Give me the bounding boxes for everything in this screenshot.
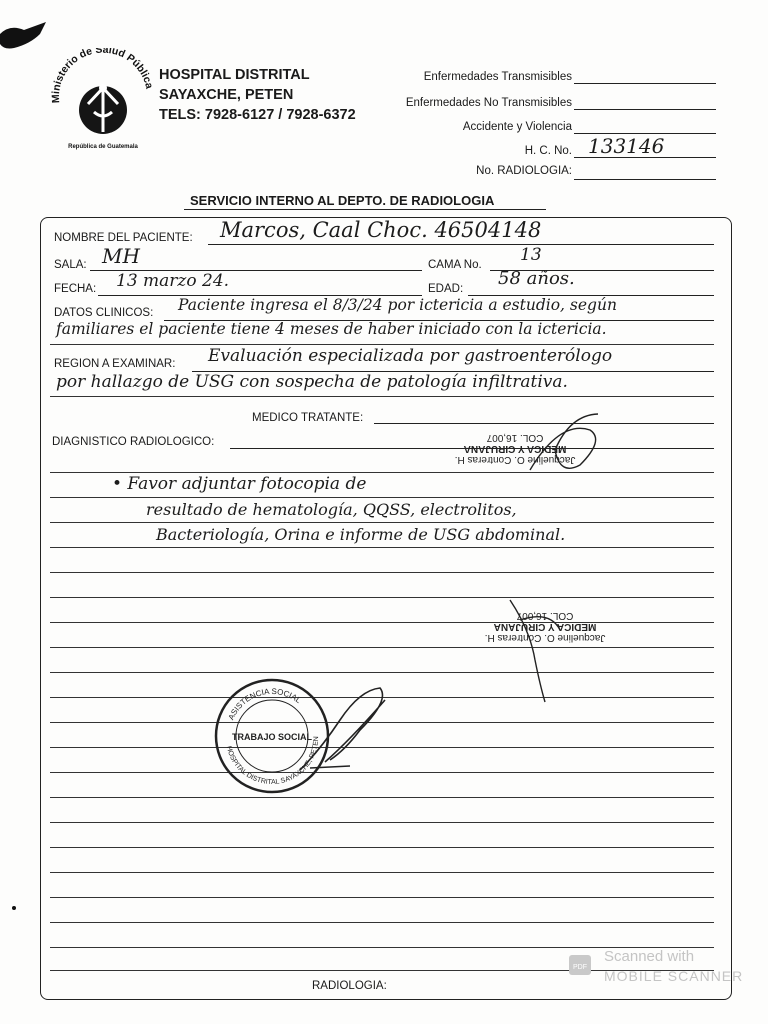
hc-label: H. C. No.	[524, 145, 572, 157]
edad-value: 58 años.	[498, 268, 575, 289]
hospital-name: HOSPITAL DISTRITAL	[159, 67, 310, 83]
doctor-signature	[520, 410, 610, 480]
social-signature	[290, 680, 400, 780]
social-stamp-ring-bottom: HOSPITAL DISTRITAL SAYAXCHE, PETEN	[224, 736, 321, 787]
form-title: SERVICIO INTERNO AL DEPTO. DE RADIOLOGIA	[190, 193, 495, 208]
ruled-line	[50, 472, 714, 473]
ruled-line	[50, 497, 714, 498]
ruled-line	[50, 672, 714, 673]
ruled-line	[50, 872, 714, 873]
scan-speck	[0, 22, 50, 52]
ruled-line	[50, 922, 714, 923]
watermark-line-1: Scanned with	[604, 948, 695, 965]
datos-label: DATOS CLINICOS:	[54, 307, 154, 319]
ruled-line	[50, 822, 714, 823]
datos-value-1: Paciente ingresa el 8/3/24 por ictericia a estudio, según	[178, 296, 617, 314]
hospital-location: SAYAXCHE, PETEN	[159, 87, 294, 103]
radiologia-no-line	[574, 179, 716, 180]
ruled-line	[50, 647, 714, 648]
no-transmisibles-label: Enfermedades No Transmisibles	[405, 97, 572, 109]
doctor-signature-2	[490, 590, 570, 710]
cama-value: 13	[520, 245, 542, 265]
nombre-line	[208, 244, 714, 245]
ruled-line	[50, 547, 714, 548]
datos-value-2: familiares el paciente tiene 4 meses de haber iniciado con la ictericia.	[56, 320, 607, 338]
social-stamp-center: TRABAJO SOCIAL	[231, 732, 313, 742]
transmisibles-line	[574, 83, 716, 84]
region-value-1: Evaluación especializada por gastroenterólogo	[208, 346, 613, 366]
logo-arc-text: Ministerio de Salud Pública	[49, 48, 156, 104]
accidente-label: Accidente y Violencia	[462, 121, 572, 133]
form-title-underline	[184, 209, 546, 210]
ruled-line	[50, 797, 714, 798]
ruled-line	[50, 522, 714, 523]
social-stamp-ring-top: ASISTENCIA SOCIAL	[226, 686, 303, 722]
doctor-stamp-2-name: Jacqueline O. Contreras H.	[484, 632, 606, 643]
cama-label: CAMA No.	[428, 259, 482, 271]
region-label: REGION A EXAMINAR:	[54, 358, 176, 370]
sala-value: MH	[102, 244, 140, 268]
diagnostico-label: DIAGNISTICO RADIOLOGICO:	[52, 436, 215, 448]
logo-sub-text: República de Guatemala	[68, 144, 138, 150]
scan-dot	[12, 906, 16, 910]
edad-label: EDAD:	[428, 283, 464, 295]
watermark-icon	[568, 952, 594, 978]
note-line-3: Bacteriología, Orina e informe de USG abdominal.	[156, 525, 566, 544]
nombre-label: NOMBRE DEL PACIENTE:	[54, 232, 193, 244]
ruled-line	[50, 597, 714, 598]
doctor-stamp-2-title: MEDICA Y CIRUJANA	[493, 621, 597, 632]
no-transmisibles-line	[574, 109, 716, 110]
doctor-stamp-2-col: COL. 16,007	[516, 610, 574, 621]
svg-text:PDF: PDF	[573, 964, 587, 971]
datos-line-2	[50, 344, 714, 345]
doctor-stamp-name: Jacqueline O. Contreras H.	[454, 454, 576, 465]
region-value-2: por hallazgo de USG con sospecha de patología infiltrativa.	[56, 372, 568, 392]
watermark-line-2: MOBILE SCANNER	[604, 968, 744, 984]
hc-value: 133146	[588, 134, 665, 158]
note-line-1: • Favor adjuntar fotocopia de	[112, 474, 367, 494]
hospital-phones: TELS: 7928-6127 / 7928-6372	[159, 107, 356, 123]
radiologia-no-label: No. RADIOLOGIA:	[476, 165, 572, 177]
doctor-stamp-title: MEDICA Y CIRUJANA	[463, 443, 567, 454]
radiologia-footer-label: RADIOLOGIA:	[312, 980, 387, 992]
transmisibles-label: Enfermedades Transmisibles	[423, 71, 572, 83]
nombre-value: Marcos, Caal Choc. 46504148	[220, 218, 542, 242]
fecha-label: FECHA:	[54, 283, 97, 295]
ministry-logo	[48, 48, 158, 152]
region-line-2	[50, 396, 714, 397]
ruled-line	[50, 847, 714, 848]
note-line-2: resultado de hematología, QQSS, electrolitos,	[146, 500, 517, 519]
sala-label: SALA:	[54, 259, 87, 271]
fecha-value: 13 marzo 24.	[116, 271, 230, 291]
medico-label: MEDICO TRATANTE:	[252, 412, 364, 424]
ruled-line	[50, 897, 714, 898]
doctor-stamp-col: COL. 16,007	[486, 432, 544, 443]
ruled-line	[50, 572, 714, 573]
